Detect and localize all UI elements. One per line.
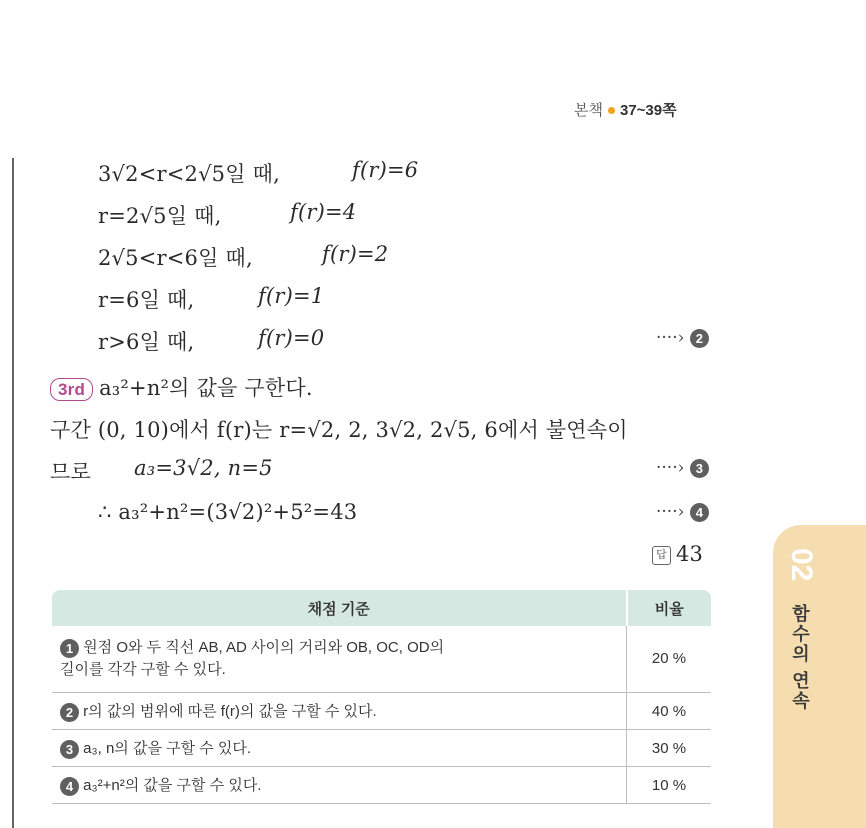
- ratio-cell: 10 %: [627, 767, 712, 804]
- case-condition-2: r=2√5일 때,: [98, 204, 222, 228]
- ratio-cell: 20 %: [627, 626, 712, 693]
- body-line-2-value: a₃=3√2, n=5: [134, 456, 273, 480]
- step-3-heading: [50, 372, 313, 402]
- case-result-4: f(r)=1: [258, 284, 325, 308]
- ratio-cell: 30 %: [627, 730, 712, 767]
- step-marker-3: [656, 458, 709, 478]
- table-row: [52, 693, 711, 730]
- circled-number-3-icon: 3: [690, 459, 709, 478]
- case-condition-4: r=6일 때,: [98, 288, 195, 312]
- table-row: [52, 767, 711, 804]
- table-row: [52, 626, 711, 693]
- step-marker-2: [656, 328, 709, 348]
- step-3-text: a₃²+n²의 값을 구한다.: [99, 376, 313, 400]
- case-condition-3: 2√5<r<6일 때,: [98, 246, 253, 270]
- case-condition-1: 3√2<r<2√5일 때,: [98, 162, 280, 186]
- criteria-cell: [52, 730, 627, 767]
- criteria-text: a₃²+n²의 값을 구할 수 있다.: [83, 777, 262, 795]
- page-reference: [574, 99, 677, 120]
- case-result-2: f(r)=4: [290, 200, 357, 224]
- circled-number-2-icon: 2: [60, 703, 79, 722]
- chapter-number: 02: [785, 548, 818, 582]
- circled-number-2-icon: 2: [690, 329, 709, 348]
- table-row: [52, 730, 711, 767]
- criteria-text-line2: 길이를 각각 구할 수 있다.: [60, 661, 226, 678]
- case-result-1: f(r)=6: [352, 158, 419, 182]
- header-ratio: 비율: [627, 590, 712, 626]
- header-criteria: 채점 기준: [52, 590, 627, 626]
- page-range: 37~39쪽: [619, 102, 677, 119]
- marker-arrow: ····›: [656, 328, 685, 348]
- criteria-cell: [52, 693, 627, 730]
- criteria-text-line1: 원점 O와 두 직선 AB, AD 사이의 거리와 OB, OC, OD의: [83, 639, 445, 656]
- marker-arrow: ····›: [656, 502, 685, 522]
- answer-icon: 답: [652, 546, 671, 565]
- circled-number-4-icon: 4: [690, 503, 709, 522]
- ratio-cell: 40 %: [627, 693, 712, 730]
- criteria-cell: [52, 767, 627, 804]
- case-result-5: f(r)=0: [258, 326, 325, 350]
- criteria-cell: [52, 626, 627, 693]
- case-condition-5: r>6일 때,: [98, 330, 195, 354]
- answer-value: 43: [676, 542, 704, 566]
- conclusion-line: ∴ a₃²+n²=(3√2)²+5²=43: [98, 500, 358, 524]
- marker-arrow: ····›: [656, 458, 685, 478]
- criteria-text: a₃, n의 값을 구할 수 있다.: [83, 740, 252, 758]
- table-header-row: [52, 590, 711, 626]
- step-marker-4: [656, 502, 709, 522]
- step-badge: 3rd: [50, 378, 93, 401]
- circled-number-4-icon: 4: [60, 777, 79, 796]
- case-result-3: f(r)=2: [322, 242, 389, 266]
- answer: [652, 542, 703, 566]
- circled-number-1-icon: 1: [60, 639, 79, 658]
- circled-number-3-icon: 3: [60, 740, 79, 759]
- margin-rule: [12, 158, 14, 828]
- chapter-title: 함수의 연속: [790, 604, 810, 712]
- bullet-dot-icon: [608, 107, 615, 114]
- criteria-text: r의 값의 범위에 따른 f(r)의 값을 구할 수 있다.: [83, 703, 377, 721]
- grading-table: [52, 590, 711, 804]
- body-line-2-prefix: 므로: [50, 460, 91, 484]
- body-line-1: 구간 (0, 10)에서 f(r)는 r=√2, 2, 3√2, 2√5, 6에서 불연속이: [50, 418, 628, 442]
- book-label: 본책: [574, 102, 603, 119]
